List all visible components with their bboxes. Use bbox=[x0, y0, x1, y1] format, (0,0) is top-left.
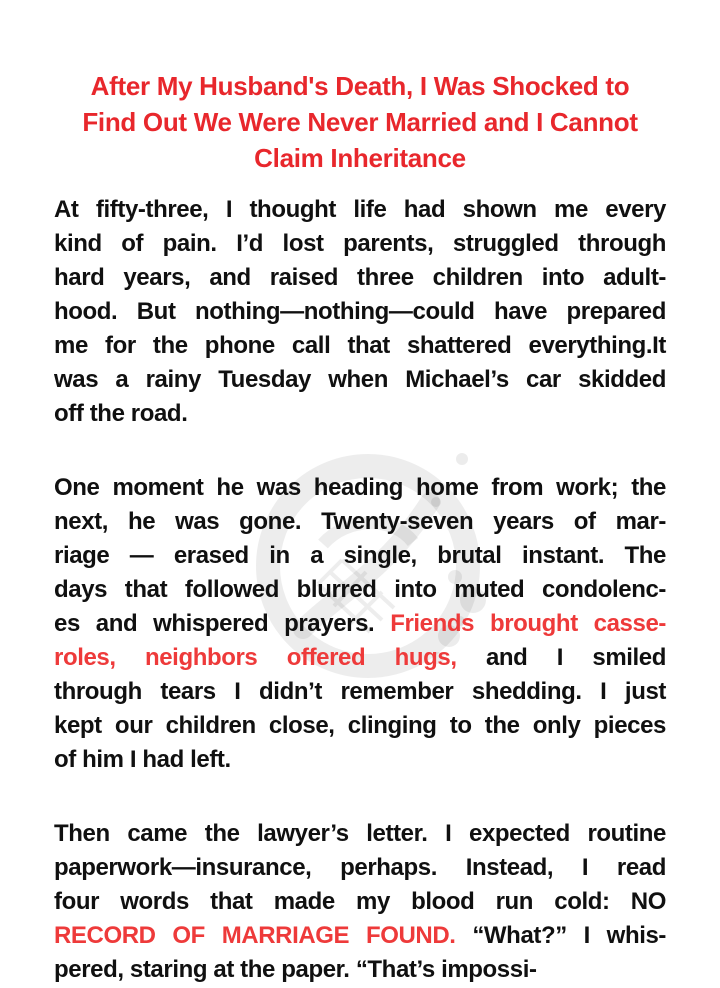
text-line bbox=[54, 573, 666, 607]
body-text: days that followed blurred into muted condolenc- bbox=[54, 576, 666, 603]
body-text: next, he was gone. Twenty-seven years of mar- bbox=[54, 508, 666, 535]
text-line bbox=[54, 953, 666, 987]
body-text: of him I had left. bbox=[54, 746, 231, 773]
text-line bbox=[54, 675, 666, 709]
body-text: hood. But nothing—nothing—could have prepared bbox=[54, 298, 666, 325]
text-line bbox=[54, 919, 666, 953]
text-line bbox=[54, 817, 666, 851]
highlighted-text: roles, neighbors offered hugs, bbox=[54, 644, 457, 671]
body-text: off the road. bbox=[54, 400, 188, 427]
body-text: Then came the lawyer’s letter. I expected routine bbox=[54, 820, 666, 847]
text-line bbox=[54, 363, 666, 397]
text-line bbox=[54, 743, 666, 777]
body-text: kept our children close, clinging to the only pieces bbox=[54, 712, 666, 739]
body-text: four words that made my blood run cold: NO bbox=[54, 888, 666, 915]
text-line bbox=[54, 607, 666, 641]
story-body bbox=[54, 193, 666, 987]
text-line bbox=[54, 539, 666, 573]
body-text: riage — erased in a single, brutal instant. The bbox=[54, 542, 666, 569]
body-text: paperwork—insurance, perhaps. Instead, I read bbox=[54, 854, 666, 881]
body-text: es and whispered prayers. bbox=[54, 610, 391, 637]
body-text: One moment he was heading home from work; the bbox=[54, 474, 666, 501]
body-text: “What?” I whis- bbox=[455, 922, 667, 949]
page-title bbox=[54, 68, 666, 176]
text-line bbox=[54, 641, 666, 675]
body-text: pered, staring at the paper. “That’s impossi- bbox=[54, 956, 537, 983]
text-line bbox=[54, 227, 666, 261]
text-line bbox=[54, 851, 666, 885]
paragraph bbox=[54, 471, 666, 777]
text-line bbox=[54, 193, 666, 227]
body-text: me for the phone call that shattered everything.It bbox=[54, 332, 666, 359]
paragraph bbox=[54, 193, 666, 431]
text-line bbox=[54, 505, 666, 539]
title-line: After My Husband's Death, I Was Shocked to bbox=[90, 71, 630, 101]
text-line bbox=[54, 261, 666, 295]
body-text: and I smiled bbox=[456, 644, 666, 671]
text-line bbox=[54, 295, 666, 329]
highlighted-text: Friends brought casse- bbox=[390, 610, 666, 637]
title-line: Claim Inheritance bbox=[254, 143, 466, 173]
body-text: through tears I didn’t remember shedding. I just bbox=[54, 678, 666, 705]
text-line bbox=[54, 885, 666, 919]
body-text: At fifty-three, I thought life had shown me every bbox=[54, 196, 666, 223]
text-line bbox=[54, 709, 666, 743]
body-text: hard years, and raised three children into adult- bbox=[54, 264, 666, 291]
paragraph bbox=[54, 817, 666, 987]
body-text: was a rainy Tuesday when Michael’s car skidded bbox=[54, 366, 666, 393]
text-line bbox=[54, 329, 666, 363]
highlighted-text: RECORD OF MARRIAGE FOUND. bbox=[54, 922, 456, 949]
text-line bbox=[54, 471, 666, 505]
body-text: kind of pain. I’d lost parents, struggled through bbox=[54, 230, 666, 257]
title-line: Find Out We Were Never Married and I Cannot bbox=[82, 107, 638, 137]
text-line bbox=[54, 397, 666, 431]
